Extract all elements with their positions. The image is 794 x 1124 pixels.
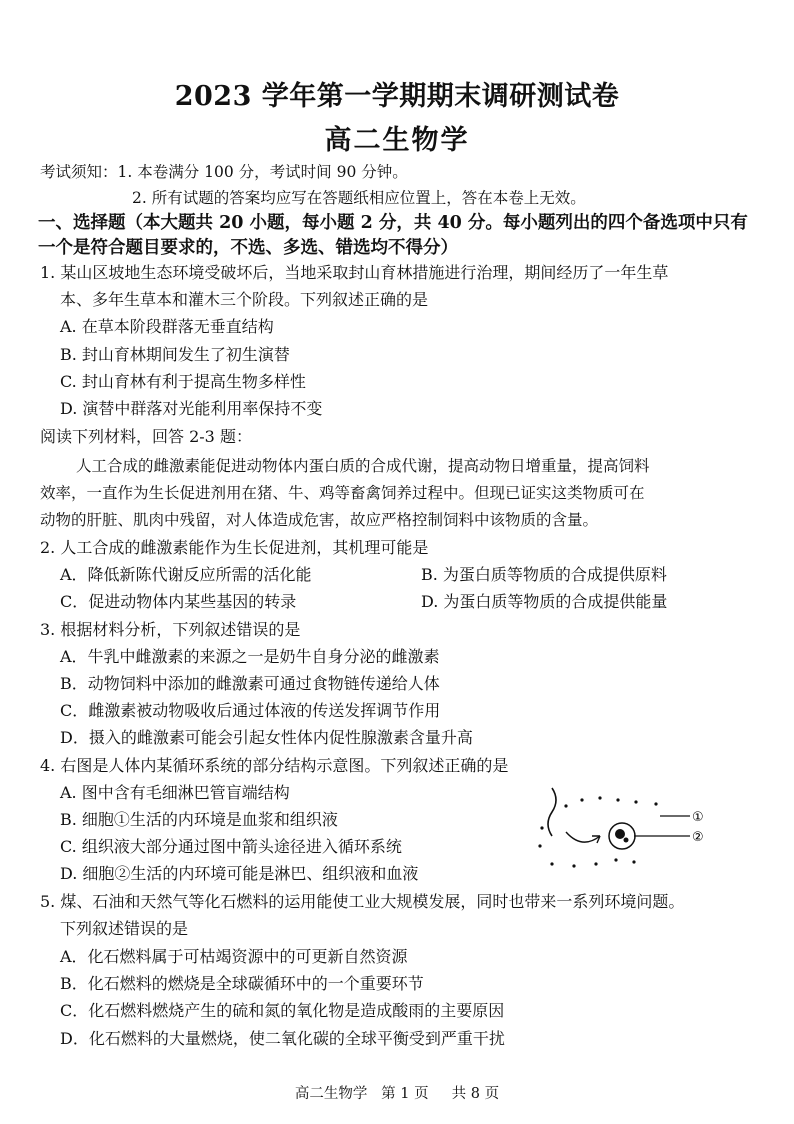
q1-option-a: A. 在草本阶段群落无垂直结构 xyxy=(60,317,274,336)
q4-option-b: B. 细胞①生活的内环境是血浆和组织液 xyxy=(60,810,338,829)
notice-line-1: 考试须知：1. 本卷满分 100 分，考试时间 90 分钟。 xyxy=(40,163,408,181)
cell-nucleus xyxy=(615,829,625,839)
material-line-2: 效率，一直作为生长促进剂用在猪、牛、鸡等畜禽饲养过程中。但现已证实这类物质可在 xyxy=(40,484,645,502)
material-line-1: 人工合成的雌激素能促进动物体内蛋白质的合成代谢，提高动物日增重量，提高饲料 xyxy=(76,457,650,475)
q3-option-b: B．动物饲料中添加的雌激素可通过食物链传递给人体 xyxy=(60,674,440,693)
material-intro: 阅读下列材料，回答 2-3 题： xyxy=(40,427,252,446)
exam-subject: 高二生物学 xyxy=(324,125,470,156)
q1-stem-line-2: 本、多年生草本和灌木三个阶段。下列叙述正确的是 xyxy=(60,290,429,309)
wavy-curve xyxy=(548,788,556,836)
q2-option-a: A．降低新陈代谢反应所需的活化能 xyxy=(60,565,312,584)
q2-option-c: C．促进动物体内某些基因的转录 xyxy=(60,592,297,611)
material-line-3: 动物的肝脏、肌肉中残留，对人体造成危害，故应严格控制饲料中该物质的含量。 xyxy=(40,511,599,529)
q1-stem-line-1: 1. 某山区坡地生态环境受破坏后，当地采取封山育林措施进行治理，期间经历了一年生草 xyxy=(40,263,669,282)
q3-option-a: A．牛乳中雌激素的来源之一是奶牛自身分泌的雌激素 xyxy=(60,647,440,666)
label-cell-1: ① xyxy=(692,810,704,825)
q5-option-d: D．化石燃料的大量燃烧，使二氧化碳的全球平衡受到严重干扰 xyxy=(60,1029,505,1048)
q4-option-c: C. 组织液大部分通过图中箭头途径进入循环系统 xyxy=(60,837,402,856)
q4-stem: 4. 右图是人体内某循环系统的部分结构示意图。下列叙述正确的是 xyxy=(40,756,509,775)
q5-stem-line-2: 下列叙述错误的是 xyxy=(60,919,189,938)
q4-option-a: A. 图中含有毛细淋巴管盲端结构 xyxy=(60,783,290,802)
q1-option-d: D. 演替中群落对光能利用率保持不变 xyxy=(60,399,323,418)
q5-option-b: B．化石燃料的燃烧是全球碳循环中的一个重要环节 xyxy=(60,974,424,993)
circulation-diagram xyxy=(530,778,726,878)
vessel-dots xyxy=(538,796,657,867)
q1-option-c: C. 封山育林有利于提高生物多样性 xyxy=(60,372,306,391)
q3-option-c: C．雌激素被动物吸收后通过体液的传送发挥调节作用 xyxy=(60,701,441,720)
q1-option-b: B. 封山育林期间发生了初生演替 xyxy=(60,345,290,364)
q3-option-d: D．摄入的雌激素可能会引起女性体内促性腺激素含量升高 xyxy=(60,728,473,747)
q2-stem: 2. 人工合成的雌激素能作为生长促进剂，其机理可能是 xyxy=(40,538,429,557)
notice-line-2: 2. 所有试题的答案均应写在答题纸相应位置上，答在本卷上无效。 xyxy=(132,189,586,207)
page-footer: 高二生物学 第 1 页 共 8 页 xyxy=(294,1086,500,1102)
label-cell-2: ② xyxy=(692,830,704,845)
q3-stem: 3. 根据材料分析，下列叙述错误的是 xyxy=(40,620,301,639)
q4-option-d: D. 细胞②生活的内环境可能是淋巴、组织液和血液 xyxy=(60,864,419,883)
section-heading-line-1: 一、选择题（本大题共 20 小题，每小题 2 分，共 40 分。每小题列出的四个备选项中只有 xyxy=(38,213,748,233)
q5-stem-line-1: 5. 煤、石油和天然气等化石燃料的运用能使工业大规模发展，同时也带来一系列环境问题。 xyxy=(40,892,685,911)
exam-title: 2023 学年第一学期期末调研测试卷 xyxy=(174,81,620,112)
section-heading-line-2: 一个是符合题目要求的，不选、多选、错选均不得分） xyxy=(38,238,458,258)
q2-option-b: B. 为蛋白质等物质的合成提供原料 xyxy=(421,565,667,584)
flow-arrow xyxy=(566,832,600,842)
q5-option-c: C．化石燃料燃烧产生的硫和氮的氧化物是造成酸雨的主要原因 xyxy=(60,1001,505,1020)
q5-option-a: A．化石燃料属于可枯竭资源中的可更新自然资源 xyxy=(60,947,408,966)
q2-option-d: D. 为蛋白质等物质的合成提供能量 xyxy=(421,592,668,611)
